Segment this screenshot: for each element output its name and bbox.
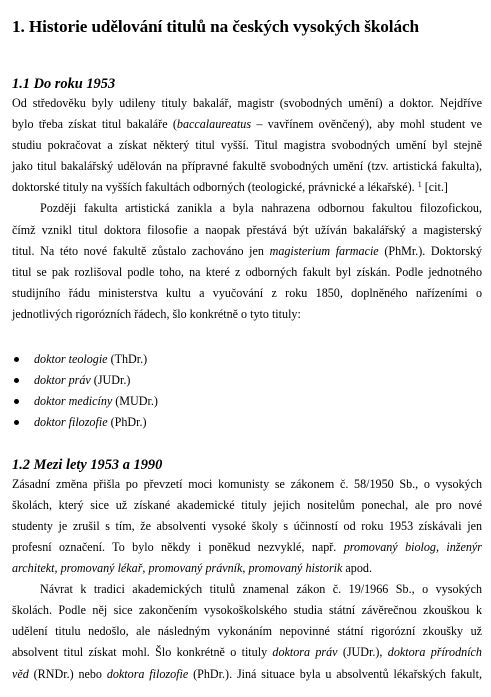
text-line: studiu pokračovat a získat některý titul vyšší. Titul magistra svobodných umění byl stejně bbox=[12, 138, 482, 153]
text-line: čímž vznikl titul doktora filosofie a naopak přestává být užíván bakalářský a magisterský bbox=[12, 222, 482, 237]
text-line: studenty je zrušil s tím, že absolventi vysoké školy s účinností od roku 1953 získávali jen bbox=[12, 518, 482, 533]
paragraph bbox=[12, 579, 482, 684]
document-page bbox=[12, 10, 482, 685]
bullet-icon bbox=[14, 357, 19, 362]
text-line: architekt, promovaný lékař, promovaný právník, promovaný historik apod. bbox=[12, 561, 372, 576]
text-line: školách, který sice už získané akademické tituly jejich nositelům ponechal, ale pro nové bbox=[12, 497, 482, 512]
section-heading-1-2: 1.2 Mezi lety 1953 a 1990 bbox=[12, 456, 163, 473]
text-line: jednotlivých rigorózních řádech, šlo konkrétně o tyto tituly: bbox=[12, 306, 301, 321]
list-item: doktor práv (JUDr.) bbox=[12, 370, 482, 391]
list-item: doktor teologie (ThDr.) bbox=[12, 349, 482, 370]
text-line: profesní označení. To bylo někdy i poněkud nezvyklé, např. promovaný biolog, inženýr bbox=[12, 539, 482, 554]
text-line: absolvent titul získat mohl. Šlo konkrétně o tituly doktora práv (JUDr.), doktora přírodních bbox=[12, 645, 482, 660]
footnote-ref: 1 bbox=[417, 180, 422, 190]
text-line: Návrat k tradici akademických titulů znamenal zákon č. 19/1966 Sb., o vysokých bbox=[40, 582, 482, 597]
bullet-icon bbox=[14, 420, 19, 425]
text-line: věd (RNDr.) nebo doktora filozofie (PhDr.). Jiná situace byla u absolventů lékařských fakult, bbox=[12, 666, 482, 681]
paragraph bbox=[12, 198, 482, 325]
paragraph bbox=[12, 474, 482, 579]
text-line: Později fakulta artistická zanikla a byla nahrazena odbornou fakultou filozofickou, bbox=[40, 201, 482, 216]
text-line: titul se pak rozlišoval podle toho, na které z odborných fakult byl získán. Podle jednotného bbox=[12, 264, 482, 279]
list-item: doktor medicíny (MUDr.) bbox=[12, 391, 482, 412]
document-title: 1. Historie udělování titulů na českých vysokých školách bbox=[12, 17, 419, 36]
text-line: titul. Na této nové fakultě zůstalo zachováno jen magisterium farmacie (PhMr.). Doktorský bbox=[12, 243, 482, 258]
text-line: školách. Podle něj sice zakončením vysokoškolského studia státní závěrečnou zkouškou k bbox=[12, 603, 482, 618]
text-line: jako titul bakalářský udělován na přípravné fakultě svobodných umění (tzv. artistická fakulta), bbox=[12, 159, 482, 174]
paragraph bbox=[12, 93, 482, 198]
text-line: Od středověku byly udileny tituly bakalář, magistr (svobodných umění) a doktor. Nejdříve bbox=[12, 96, 482, 110]
text-line: bylo třeba získat titul bakaláře (baccalaureatus – vavřínem ověnčený), aby mohl student ve bbox=[12, 117, 482, 132]
list-item: doktor filozofie (PhDr.) bbox=[12, 412, 482, 433]
text-line: studijního řádu ministerstva kultu a vyučování z roku 1850, doplněného nařízeními o bbox=[12, 285, 482, 300]
text-line: doktorské tituly na vyšších fakultách odborných (teologické, právnické a lékařské). $^1$ [cit.] bbox=[12, 180, 448, 195]
title-list bbox=[12, 349, 482, 433]
bullet-icon bbox=[14, 378, 19, 383]
bullet-icon bbox=[14, 399, 19, 404]
section-heading-1-1: 1.1 Do roku 1953 bbox=[12, 76, 116, 92]
text-line: Zásadní změna přišla po převzetí moci komunisty se zákonem č. 58/1950 Sb., o vysokých bbox=[12, 476, 482, 491]
text-line: udělení titulu nedošlo, ale následným vykonáním nepovinné státní rigorózní zkoušky už bbox=[12, 624, 482, 639]
